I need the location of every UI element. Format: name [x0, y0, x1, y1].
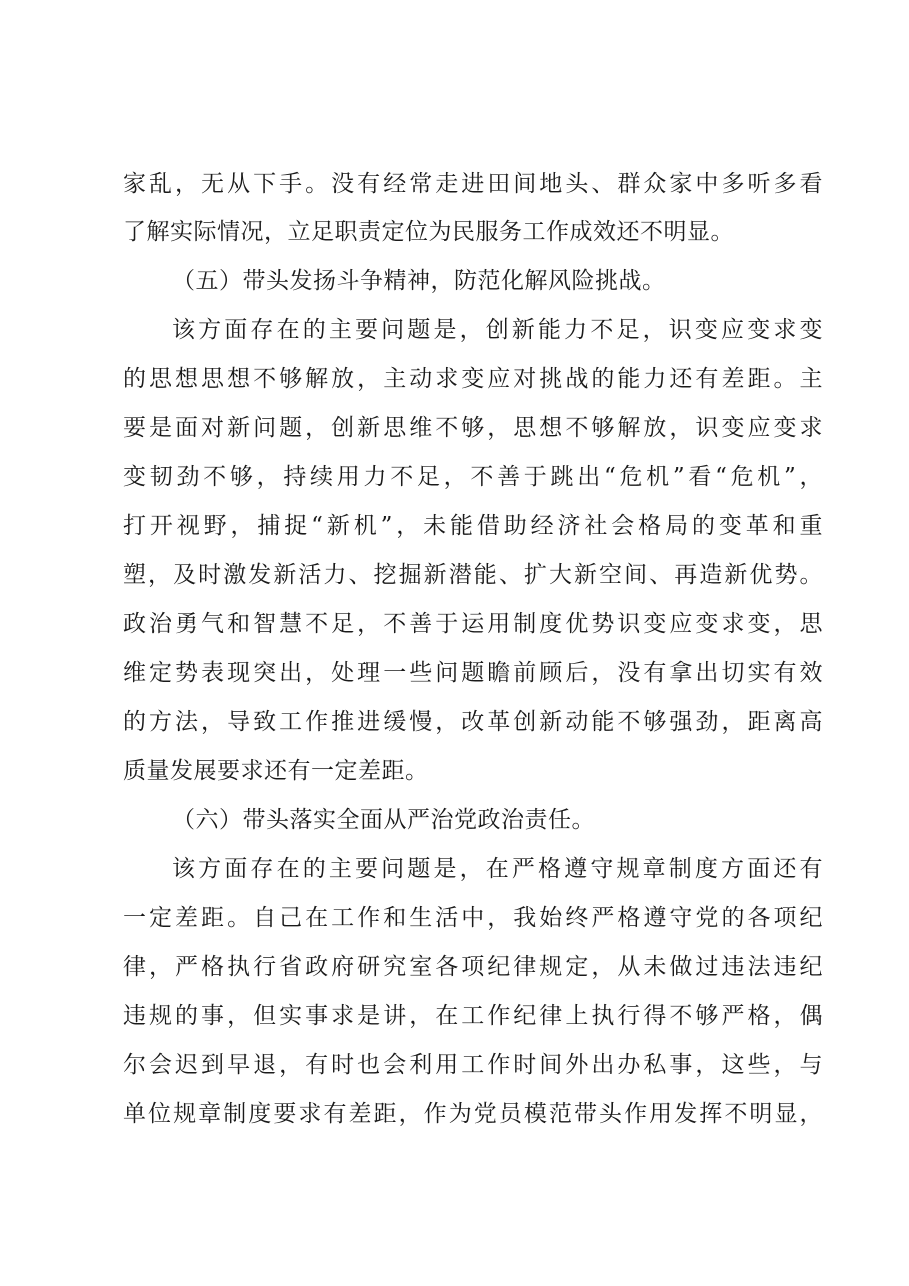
paragraph-line: 政治勇气和智慧不足，不善于运用制度优势识变应变求变，思	[123, 611, 823, 637]
paragraph-line: 违规的事，但实事求是讲，在工作纪律上执行得不够严格，偶	[123, 1003, 823, 1029]
paragraph-line: 尔会迟到早退，有时也会利用工作时间外出办私事，这些，与	[123, 1052, 823, 1078]
paragraph-line: 质量发展要求还有一定差距。	[123, 758, 429, 784]
paragraph-line: 的方法，导致工作推进缓慢，改革创新动能不够强劲，距离高	[123, 709, 823, 735]
paragraph-line: 塑，及时激发新活力、挖掘新潜能、扩大新空间、再造新优势。	[123, 562, 823, 588]
paragraph-line: 变韧劲不够，持续用力不足，不善于跳出“危机”看“危机”，	[123, 464, 823, 490]
section-heading-6: （六）带头落实全面从严治党政治责任。	[172, 807, 595, 833]
paragraph-line: 了解实际情况，立足职责定位为民服务工作成效还不明显。	[123, 219, 734, 245]
paragraph-line: 该方面存在的主要问题是，创新能力不足，识变应变求变	[172, 317, 823, 343]
paragraph-line: 打开视野，捕捉“新机”，未能借助经济社会格局的变革和重	[123, 513, 823, 539]
paragraph-line: 一定差距。自己在工作和生活中，我始终严格遵守党的各项纪	[123, 905, 823, 931]
paragraph-line: 要是面对新问题，创新思维不够，思想不够解放，识变应变求	[123, 415, 823, 441]
section-heading-5: （五）带头发扬斗争精神，防范化解风险挑战。	[172, 268, 666, 294]
paragraph-line: 维定势表现突出，处理一些问题瞻前顾后，没有拿出切实有效	[123, 660, 823, 686]
paragraph-line: 的思想思想不够解放，主动求变应对挑战的能力还有差距。主	[123, 366, 823, 392]
paragraph-line: 律，严格执行省政府研究室各项纪律规定，从未做过违法违纪	[123, 954, 823, 980]
paragraph-line: 该方面存在的主要问题是，在严格遵守规章制度方面还有	[172, 856, 823, 882]
paragraph-line: 单位规章制度要求有差距，作为党员模范带头作用发挥不明显，	[123, 1101, 823, 1127]
paragraph-line: 家乱，无从下手。没有经常走进田间地头、群众家中多听多看	[123, 171, 823, 197]
